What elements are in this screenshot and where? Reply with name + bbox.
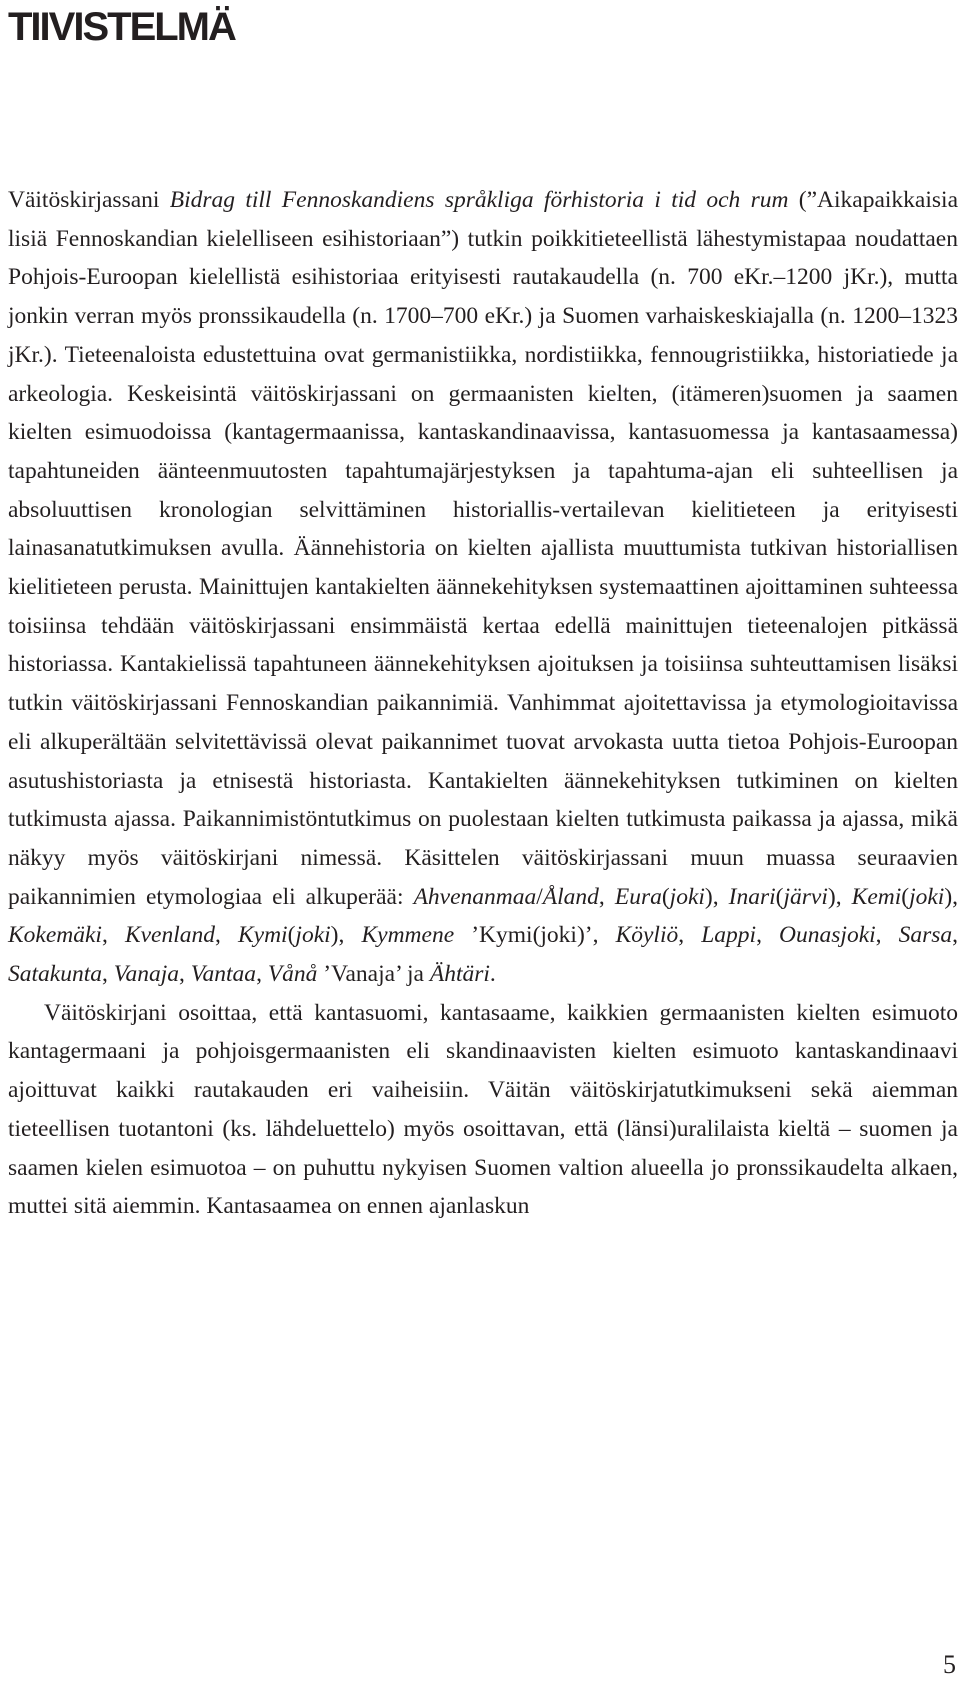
abstract-paragraph-2: Väitöskirjani osoittaa, että kantasuomi, kantasaame, kaikkien germaanisten kielten esimuoto kantagermaani ja pohjoisgermaanisten eli skandinaavisten kielten esimuoto kantaskandinaavi ajoittuvat kaikki rautakauden eri vaiheisiin. Väitän väitöskirjatutkimukseni sekä aiemman tieteellisen tuotantoni (ks. lähdeluettelo) myös osoittavan, että (länsi)uralilaista kieltä – suomen ja saamen kielen esimuotoa – on puhuttu nykyisen Suomen valtion alueella jo pronssikaudelta alkaen, muttei sitä aiemmin. Kantasaamea on ennen ajanlaskun <box>8 999 958 1220</box>
text-run: (”Aikapaikkaisia lisiä Fennoskandian kielelliseen esihistoriaan”) tutkin poikkitieteellistä lähestymistapaa noudattaen Pohjois-Euroopan kielellistä esihistoriaa erityisesti rautakaudella (n. 700 eKr.–1200 jKr.), mutta jonkin verran myös pronssikaudella (n. 1700–700 eKr.) ja Suomen varhaiskeskiajalla (n. 1200–1323 jKr.). Tieteenaloista edustettuina ovat germanistiikka, nordistiikka, fennougristiikka, historiatiede ja arkeologia. Keskeisintä väitöskirjassani on germaanisten kielten, (itämeren)suomen ja saamen kielten esimuodoissa (kantagermaanissa, kantaskandinaavissa, kantasuomessa ja kantasaamessa) tapahtuneiden äänteenmuutosten tapahtumajärjestyksen ja tapahtuma-ajan eli suhteellisen ja absoluuttisen kronologian selvittäminen historiallis-vertailevan kielitieteen ja erityisesti lainasanatutkimuksen avulla. Äännehistoria on kielten ajallista muuttumista tutkivan historiallisen kielitieteen perusta. Mainittujen kantakielten äännekehityksen systemaattinen ajoittaminen suhteessa toisiinsa tehdään väitöskirjassani ensimmäistä kertaa edellä mainittujen tieteenalojen pitkässä historiassa. Kantakielissä tapahtuneen äännekehityksen ajoituksen ja toisiinsa suhteuttamisen lisäksi tutkin väitöskirjassani Fennoskandian paikannimiä. Vanhimmat ajoitettavissa ja etymologioitavissa eli alkuperältään selvitettävissä olevat paikannimet tuovat arvokasta uutta tietoa Pohjois-Euroopan asutushistoriasta ja etnisestä historiasta. Kantakielten äännekehityksen tutkiminen on kielten tutkimusta ajassa. Paikannimistöntutkimus on puolestaan kielten tutkimusta paikassa ja ajassa, mikä näkyy myös väitöskirjani nimessä. Käsittelen väitöskirjassani muun muassa seuraavien paikannimien etymologiaa eli alkuperää: <box>8 187 958 910</box>
page-heading: TIIVISTELMÄ <box>8 5 235 49</box>
place-name: Kymmene <box>361 922 455 949</box>
text-run: ( <box>775 883 784 910</box>
text-run: . <box>489 961 496 988</box>
text-run: Väitöskirjassani <box>8 187 170 213</box>
text-run: ( <box>661 883 670 910</box>
place-name: järvi <box>783 883 828 910</box>
place-name: Satakunta <box>8 961 102 988</box>
text-run: , <box>215 922 238 949</box>
text-run: ), <box>704 883 729 910</box>
place-name: Kymi <box>237 922 288 949</box>
text-run: ), <box>944 883 959 910</box>
place-name: joki <box>669 883 705 910</box>
place-name: Vånå <box>267 961 318 988</box>
place-name: Ähtäri <box>429 961 490 988</box>
place-name: Vanaja <box>113 961 180 988</box>
place-name: joki <box>295 922 331 949</box>
text-run: ), <box>827 883 852 910</box>
text-run: ( <box>287 922 296 949</box>
text-run: , <box>952 922 959 949</box>
text-run: , <box>256 961 268 988</box>
text-run: , <box>678 922 702 949</box>
text-run: , <box>101 922 125 949</box>
place-name: Eura <box>614 883 662 910</box>
text-run: ( <box>901 883 910 910</box>
text-run: ’Kymi(joki)’, <box>454 922 616 949</box>
text-run: ’Vanaja’ ja <box>317 961 430 988</box>
place-name: Lappi <box>701 922 757 949</box>
text-run: / <box>536 883 543 910</box>
place-name: Kemi <box>851 883 902 910</box>
place-name: Sarsa <box>898 922 953 949</box>
place-name: Ahvenanmaa <box>413 883 537 910</box>
place-name: Åland <box>542 883 599 910</box>
text-run: , <box>875 922 899 949</box>
place-name: Kvenland <box>124 922 216 949</box>
text-run: , <box>179 961 191 988</box>
abstract-body <box>8 181 958 1226</box>
text-run: , <box>598 883 615 910</box>
page-number: 5 <box>943 1650 956 1679</box>
place-name: Köyliö <box>615 922 679 949</box>
place-name: Ounasjoki <box>779 922 876 949</box>
place-name: Vantaa <box>190 961 257 988</box>
text-run: , <box>102 961 114 988</box>
place-name: Kokemäki <box>8 922 102 949</box>
place-name: Inari <box>728 883 776 910</box>
abstract-paragraph-1 <box>8 181 958 994</box>
text-run: ), <box>330 922 362 949</box>
dissertation-title: Bidrag till Fennoskandiens språkliga förhistoria i tid och rum <box>169 187 789 213</box>
place-name: joki <box>909 883 945 910</box>
text-run: , <box>756 922 780 949</box>
